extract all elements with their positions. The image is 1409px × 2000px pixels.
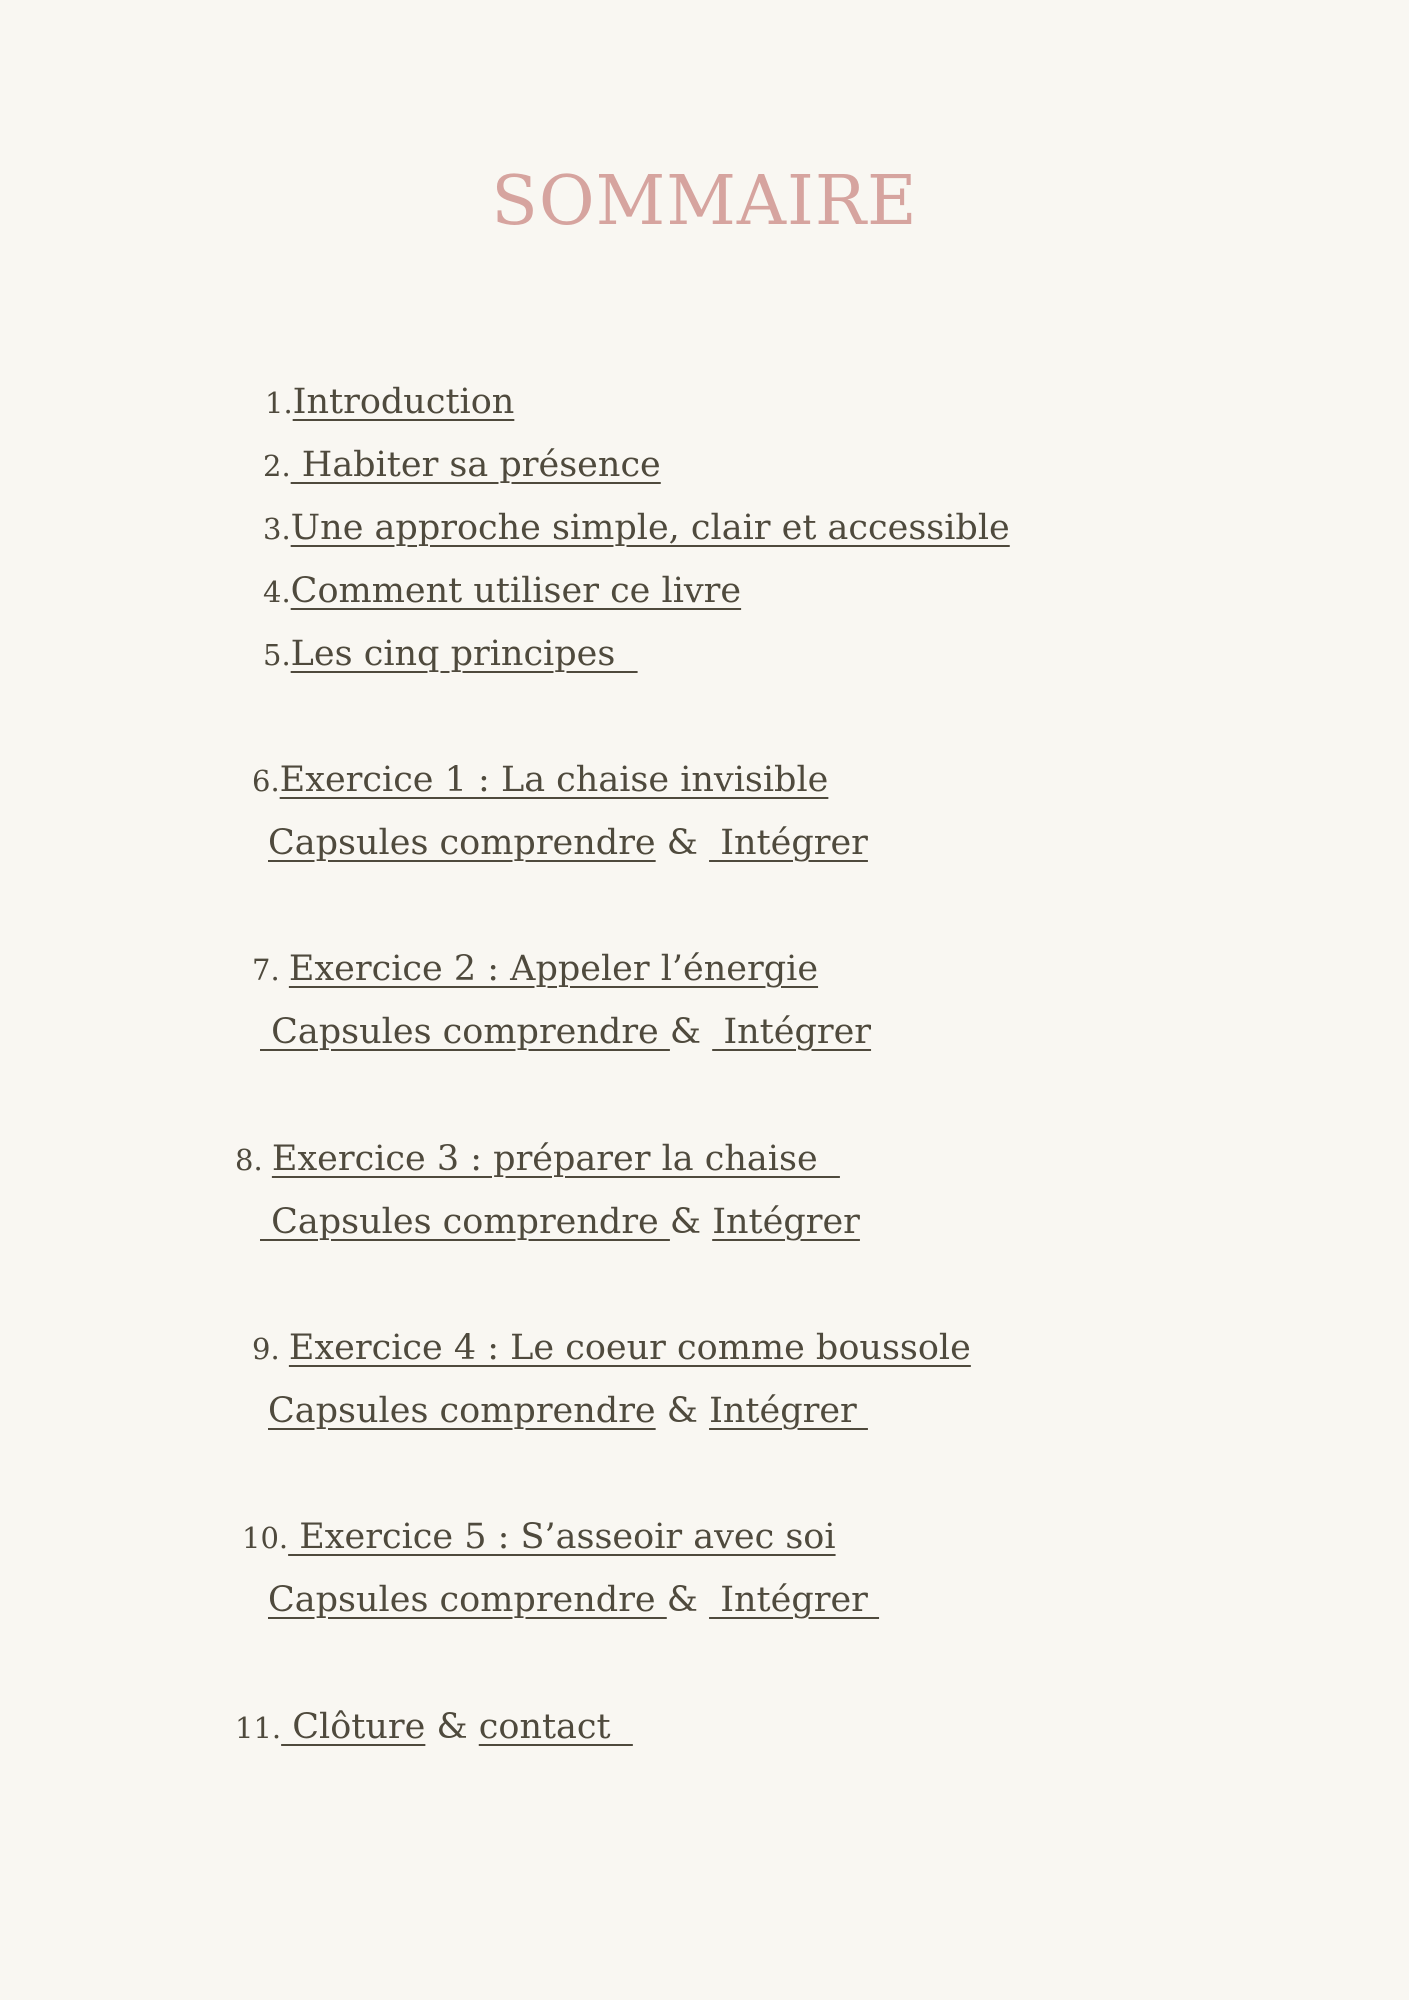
ampersand: &: [425, 1707, 479, 1747]
toc-subline-10: [268, 1578, 879, 1622]
toc-link-les-cinq-principes[interactable]: Les cinq principes: [290, 634, 638, 674]
integrer-link-3[interactable]: Intégrer: [712, 1202, 860, 1242]
toc-number: 4.: [263, 575, 291, 609]
toc-link-exercice-2[interactable]: Exercice 2 : Appeler l’énergie: [288, 949, 819, 989]
toc-item-8: [235, 1137, 840, 1182]
ampersand: &: [655, 1391, 710, 1431]
toc-link-contact[interactable]: contact: [478, 1707, 633, 1747]
toc-number: 7.: [252, 953, 289, 987]
integrer-link-5[interactable]: Intégrer: [709, 1580, 880, 1620]
toc-link-comment-utiliser[interactable]: Comment utiliser ce livre: [290, 571, 742, 611]
toc-item-11: [235, 1705, 633, 1750]
toc-link-exercice-3[interactable]: Exercice 3 : préparer la chaise: [271, 1139, 840, 1179]
integrer-link-4[interactable]: Intégrer: [709, 1391, 868, 1431]
toc-subline-7: [260, 1010, 871, 1054]
toc-link-une-approche[interactable]: Une approche simple, clair et accessible: [290, 508, 1010, 548]
toc-number: 11.: [235, 1711, 282, 1745]
toc-number: 2.: [263, 449, 291, 483]
toc-number: 8.: [235, 1143, 272, 1177]
toc-item-2: [263, 443, 661, 488]
ampersand: &: [669, 1012, 713, 1052]
toc-subline-6: [268, 821, 868, 865]
toc-number: 5.: [263, 638, 291, 672]
integrer-link-2[interactable]: Intégrer: [712, 1012, 872, 1052]
ampersand: &: [669, 1202, 713, 1242]
toc-subline-8: [260, 1200, 860, 1244]
toc-number: 9.: [252, 1332, 289, 1366]
integrer-link-1[interactable]: Intégrer: [709, 823, 868, 863]
toc-item-1: [265, 380, 514, 425]
toc-number: 6.: [252, 764, 280, 798]
toc-link-exercice-1[interactable]: Exercice 1 : La chaise invisible: [279, 760, 829, 800]
capsules-comprendre-link-3[interactable]: Capsules comprendre: [260, 1202, 670, 1242]
capsules-comprendre-link-5[interactable]: Capsules comprendre: [268, 1580, 667, 1620]
toc-link-exercice-4[interactable]: Exercice 4 : Le coeur comme boussole: [288, 1328, 971, 1368]
toc-item-5: [263, 632, 638, 677]
toc-item-3: [263, 506, 1010, 551]
page-title: SOMMAIRE: [491, 162, 918, 241]
toc-number: 10.: [242, 1521, 289, 1555]
toc-item-6: [252, 758, 828, 803]
ampersand: &: [655, 823, 710, 863]
toc-item-9: [252, 1326, 971, 1371]
toc-link-introduction[interactable]: Introduction: [292, 382, 515, 422]
capsules-comprendre-link-4[interactable]: Capsules comprendre: [268, 1391, 656, 1431]
capsules-comprendre-link-2[interactable]: Capsules comprendre: [260, 1012, 670, 1052]
toc-link-cloture[interactable]: Clôture: [281, 1707, 426, 1747]
ampersand: &: [666, 1580, 710, 1620]
toc-link-exercice-5[interactable]: Exercice 5 : S’asseoir avec soi: [288, 1517, 836, 1557]
toc-item-4: [263, 569, 741, 614]
toc-subline-9: [268, 1389, 868, 1433]
toc-number: 3.: [263, 512, 291, 546]
capsules-comprendre-link-1[interactable]: Capsules comprendre: [268, 823, 656, 863]
toc-item-10: [242, 1515, 836, 1560]
toc-item-7: [252, 947, 818, 992]
toc-number: 1.: [265, 386, 293, 420]
toc-link-habiter-sa-presence[interactable]: Habiter sa présence: [290, 445, 661, 485]
